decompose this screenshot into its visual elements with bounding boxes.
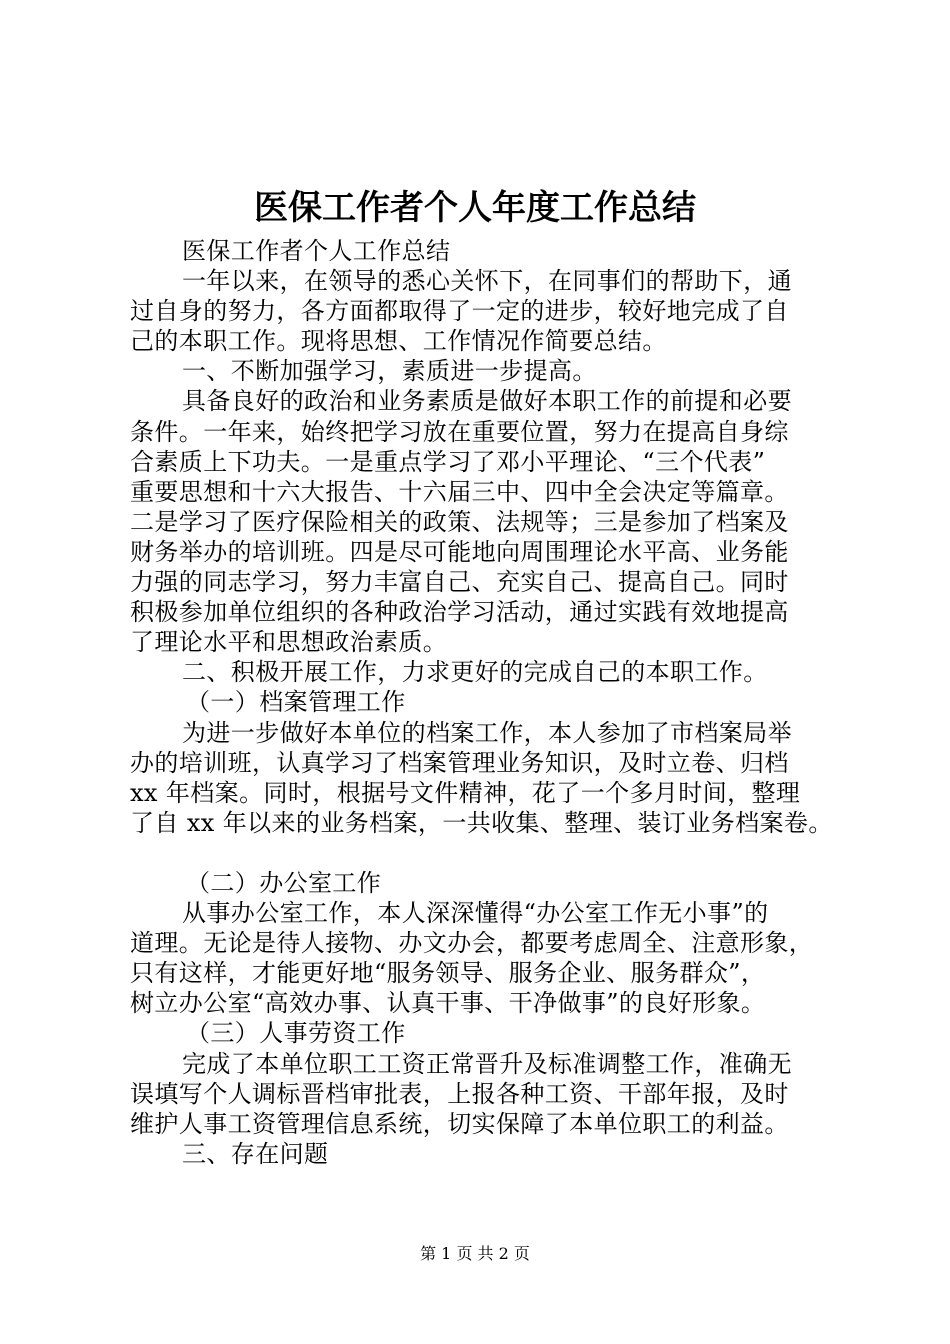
paragraph-line: 二是学习了医疗保险相关的政策、法规等；三是参加了档案及 — [130, 507, 789, 536]
section-heading: 三、存在问题 — [182, 1139, 329, 1168]
page-footer: 第 1 页 共 2 页 — [420, 1244, 530, 1263]
paragraph-line: 道理。无论是待人接物、办文办会，都要考虑周全、注意形象， — [130, 929, 814, 958]
subsection-heading: （一）档案管理工作 — [186, 688, 406, 717]
paragraph-line: 财务举办的培训班。四是尽可能地向周围理论水平高、业务能 — [130, 537, 789, 566]
paragraph-line: 树立办公室“高效办事、认真干事、干净做事”的良好形象。 — [130, 989, 766, 1018]
section-heading: 一、不断加强学习，素质进一步提高。 — [182, 357, 597, 386]
paragraph-line: 了自 xx 年以来的业务档案，一共收集、整理、装订业务档案卷。 — [130, 808, 833, 837]
document-title: 医保工作者个人年度工作总结 — [254, 188, 696, 228]
section-heading: 二、积极开展工作，力求更好的完成自己的本职工作。 — [182, 658, 768, 687]
paragraph-line: 力强的同志学习，努力丰富自己、充实自己、提高自己。同时 — [130, 568, 789, 597]
paragraph-line: 条件。一年来，始终把学习放在重要位置，努力在提高自身综 — [130, 417, 789, 446]
paragraph-line: 己的本职工作。现将思想、工作情况作简要总结。 — [130, 327, 667, 356]
paragraph-line: 从事办公室工作，本人深深懂得“办公室工作无小事”的 — [182, 899, 769, 928]
subsection-heading: （三）人事劳资工作 — [186, 1019, 406, 1048]
paragraph-line: 过自身的努力，各方面都取得了一定的进步，较好地完成了自 — [130, 297, 789, 326]
subtitle-line: 医保工作者个人工作总结 — [182, 237, 451, 265]
paragraph-line: 具备良好的政治和业务素质是做好本职工作的前提和必要 — [182, 387, 792, 416]
paragraph-line: 积极参加单位组织的各种政治学习活动，通过实践有效地提高 — [130, 598, 789, 627]
paragraph-line: 只有这样，才能更好地“服务领导、服务企业、服务群众”， — [130, 959, 766, 988]
paragraph-line: 合素质上下功夫。一是重点学习了邓小平理论、“三个代表” — [130, 447, 766, 476]
document-body — [130, 236, 850, 1169]
paragraph-line: 一年以来，在领导的悉心关怀下，在同事们的帮助下，通 — [182, 267, 792, 296]
blank-line — [130, 838, 850, 868]
paragraph-line: 了理论水平和思想政治素质。 — [130, 628, 448, 657]
paragraph-line: 办的培训班，认真学习了档案管理业务知识，及时立卷、归档 — [130, 748, 789, 777]
subsection-heading: （二）办公室工作 — [186, 868, 382, 897]
paragraph-line: 维护人事工资管理信息系统，切实保障了本单位职工的利益。 — [130, 1109, 789, 1138]
paragraph-line: 为进一步做好本单位的档案工作，本人参加了市档案局举 — [182, 718, 792, 747]
paragraph-line: 重要思想和十六大报告、十六届三中、四中全会决定等篇章。 — [130, 477, 789, 506]
paragraph-line: 误填写个人调标晋档审批表，上报各种工资、干部年报，及时 — [130, 1079, 789, 1108]
paragraph-line: 完成了本单位职工工资正常晋升及标准调整工作，准确无 — [182, 1049, 792, 1078]
paragraph-line: xx 年档案。同时，根据号文件精神，花了一个多月时间，整理 — [130, 778, 801, 807]
